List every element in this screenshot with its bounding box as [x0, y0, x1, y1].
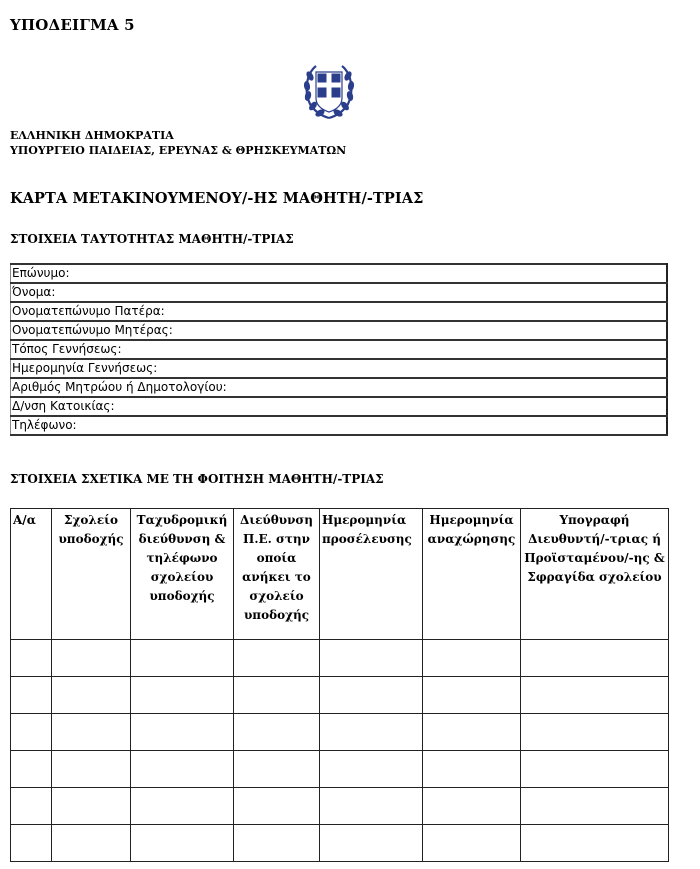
attendance-section-heading: ΣΤΟΙΧΕΙΑ ΣΧΕΤΙΚΑ ΜΕ ΤΗ ΦΟΙΤΗΣΗ ΜΑΘΗΤΗ/-ΤΡΙΑΣ: [10, 472, 384, 486]
table-row: [11, 321, 668, 340]
cell-school-address[interactable]: [131, 714, 234, 751]
cell-school-address[interactable]: [131, 640, 234, 677]
field-first-name[interactable]: Όνομα:: [11, 283, 668, 302]
table-row: [11, 416, 668, 435]
cell-school-address[interactable]: [131, 677, 234, 714]
cell-school-address[interactable]: [131, 825, 234, 862]
table-row: [11, 264, 668, 283]
cell-signature[interactable]: [521, 714, 669, 751]
cell-arrival-date[interactable]: [320, 825, 423, 862]
attendance-table: [10, 508, 669, 862]
column-header-departure-date: Ημερομηνία αναχώρησης: [423, 509, 521, 640]
field-home-address[interactable]: Δ/νση Κατοικίας:: [11, 397, 668, 416]
cell-index[interactable]: [11, 714, 52, 751]
table-row: [11, 283, 668, 302]
cell-arrival-date[interactable]: [320, 751, 423, 788]
cell-arrival-date[interactable]: [320, 640, 423, 677]
cell-signature[interactable]: [521, 825, 669, 862]
column-header-school-address: Ταχυδρομική διεύθυνση & τηλέφωνο σχολείου υποδοχής: [131, 509, 234, 640]
greek-coat-of-arms-icon: [302, 58, 356, 122]
cell-departure-date[interactable]: [423, 640, 521, 677]
identity-section-heading: ΣΤΟΙΧΕΙΑ ΤΑΥΤΟΤΗΤΑΣ ΜΑΘΗΤΗ/-ΤΡΙΑΣ: [10, 232, 294, 246]
cell-index[interactable]: [11, 751, 52, 788]
organization-header: [10, 128, 346, 158]
cell-departure-date[interactable]: [423, 825, 521, 862]
column-header-directorate: Διεύθυνση Π.Ε. στην οποία ανήκει το σχολείο υποδοχής: [234, 509, 320, 640]
cell-signature[interactable]: [521, 677, 669, 714]
field-birthdate[interactable]: Ημερομηνία Γεννήσεως:: [11, 359, 668, 378]
cell-host-school[interactable]: [52, 677, 131, 714]
cell-host-school[interactable]: [52, 825, 131, 862]
cell-index[interactable]: [11, 788, 52, 825]
cell-host-school[interactable]: [52, 788, 131, 825]
table-row: [11, 825, 669, 862]
table-row: [11, 788, 669, 825]
field-phone[interactable]: Τηλέφωνο:: [11, 416, 668, 435]
table-row: [11, 340, 668, 359]
cell-arrival-date[interactable]: [320, 677, 423, 714]
cell-index[interactable]: [11, 825, 52, 862]
column-header-host-school: Σχολείο υποδοχής: [52, 509, 131, 640]
cell-host-school[interactable]: [52, 751, 131, 788]
cell-index[interactable]: [11, 677, 52, 714]
cell-arrival-date[interactable]: [320, 788, 423, 825]
table-row: [11, 640, 669, 677]
cell-directorate[interactable]: [234, 751, 320, 788]
table-row: [11, 714, 669, 751]
table-row: [11, 302, 668, 321]
table-row: [11, 677, 669, 714]
column-header-arrival-date: Ημερομηνία προσέλευσης: [320, 509, 423, 640]
column-header-index: Α/α: [11, 509, 52, 640]
cell-index[interactable]: [11, 640, 52, 677]
cell-arrival-date[interactable]: [320, 714, 423, 751]
cell-directorate[interactable]: [234, 714, 320, 751]
document-code: ΥΠΟΔΕΙΓΜΑ 5: [10, 16, 135, 34]
field-birthplace[interactable]: Τόπος Γεννήσεως:: [11, 340, 668, 359]
cell-departure-date[interactable]: [423, 788, 521, 825]
cell-directorate[interactable]: [234, 788, 320, 825]
organization-line-2: ΥΠΟΥΡΓΕΙΟ ΠΑΙΔΕΙΑΣ, ΕΡΕΥΝΑΣ & ΘΡΗΣΚΕΥΜΑΤΩΝ: [10, 144, 347, 157]
identity-table: [10, 263, 668, 436]
cell-departure-date[interactable]: [423, 714, 521, 751]
table-row: [11, 397, 668, 416]
cell-directorate[interactable]: [234, 825, 320, 862]
table-header-row: [11, 509, 669, 640]
cell-directorate[interactable]: [234, 677, 320, 714]
cell-departure-date[interactable]: [423, 751, 521, 788]
cell-school-address[interactable]: [131, 751, 234, 788]
table-row: [11, 378, 668, 397]
organization-line-1: ΕΛΛΗΝΙΚΗ ΔΗΜΟΚΡΑΤΙΑ: [10, 129, 174, 142]
cell-host-school[interactable]: [52, 714, 131, 751]
field-registry-number[interactable]: Αριθμός Μητρώου ή Δημοτολογίου:: [11, 378, 668, 397]
cell-host-school[interactable]: [52, 640, 131, 677]
field-mother-name[interactable]: Ονοματεπώνυμο Μητέρας:: [11, 321, 668, 340]
page-title: ΚΑΡΤΑ ΜΕΤΑΚΙΝΟΥΜΕΝΟΥ/-ΗΣ ΜΑΘΗΤΗ/-ΤΡΙΑΣ: [10, 190, 424, 207]
cell-directorate[interactable]: [234, 640, 320, 677]
field-surname[interactable]: Επώνυμο:: [11, 264, 668, 283]
cell-signature[interactable]: [521, 788, 669, 825]
cell-school-address[interactable]: [131, 788, 234, 825]
field-father-name[interactable]: Ονοματεπώνυμο Πατέρα:: [11, 302, 668, 321]
cell-signature[interactable]: [521, 640, 669, 677]
cell-signature[interactable]: [521, 751, 669, 788]
column-header-signature-stamp: Υπογραφή Διευθυντή/-τριας ή Προϊσταμένου/-ης & Σφραγίδα σχολείου: [521, 509, 669, 640]
cell-departure-date[interactable]: [423, 677, 521, 714]
table-row: [11, 751, 669, 788]
table-row: [11, 359, 668, 378]
